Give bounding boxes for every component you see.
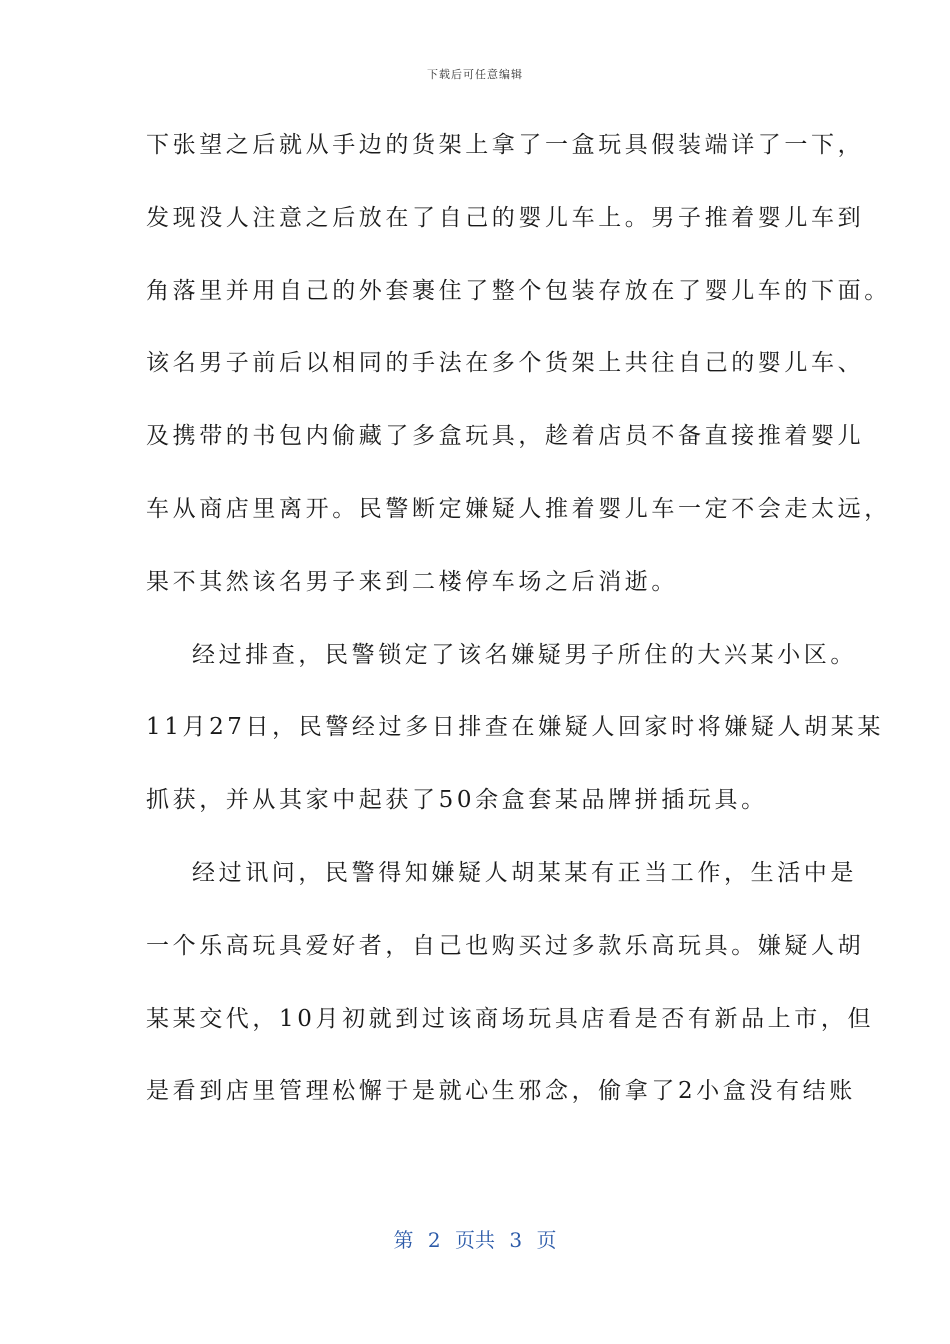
text-line: 是看到店里管理松懈于是就心生邪念，偷拿了2小盒没有结账 (146, 1078, 856, 1105)
page-number: 2 (427, 1228, 441, 1252)
paragraph-start-line: 经过排查，民警锁定了该名嫌疑男子所住的大兴某小区。 (192, 641, 857, 668)
text-line: 该名男子前后以相同的手法在多个货架上共往自己的婴儿车、 (146, 350, 865, 377)
text-line: 发现没人注意之后放在了自己的婴儿车上。男子推着婴儿车到 (146, 204, 865, 231)
text-line: 11月27日，民警经过多日排查在嫌疑人回家时将嫌疑人胡某某 (146, 714, 884, 741)
page-footer (0, 1224, 950, 1253)
text-line: 抓获，并从其家中起获了50余盒套某品牌拼插玩具。 (146, 787, 768, 814)
text-line: 一个乐高玩具爱好者，自己也购买过多款乐高玩具。嫌疑人胡 (146, 932, 865, 959)
text-line: 车从商店里离开。民警断定嫌疑人推着婴儿车一定不会走太远， (146, 495, 891, 522)
page-prefix: 第 (393, 1228, 414, 1252)
paragraph-start-line: 经过讯问，民警得知嫌疑人胡某某有正当工作，生活中是 (192, 859, 857, 886)
text-line: 下张望之后就从手边的货架上拿了一盒玩具假装端详了一下， (146, 132, 865, 158)
text-line: 角落里并用自己的外套裹住了整个包装存放在了婴儿车的下面。 (146, 277, 891, 304)
page-header: 下载后可任意编辑 (427, 68, 523, 81)
text-line: 果不其然该名男子来到二楼停车场之后消逝。 (146, 568, 678, 595)
document-body (146, 124, 891, 1143)
page-suffix: 页 (536, 1228, 557, 1252)
text-line: 某某交代，10月初就到过该商场玩具店看是否有新品上市，但 (146, 1005, 875, 1032)
text-line: 及携带的书包内偷藏了多盒玩具，趁着店员不备直接推着婴儿 (146, 423, 865, 450)
page-total: 3 (509, 1228, 523, 1252)
page-middle: 页共 (455, 1228, 495, 1252)
